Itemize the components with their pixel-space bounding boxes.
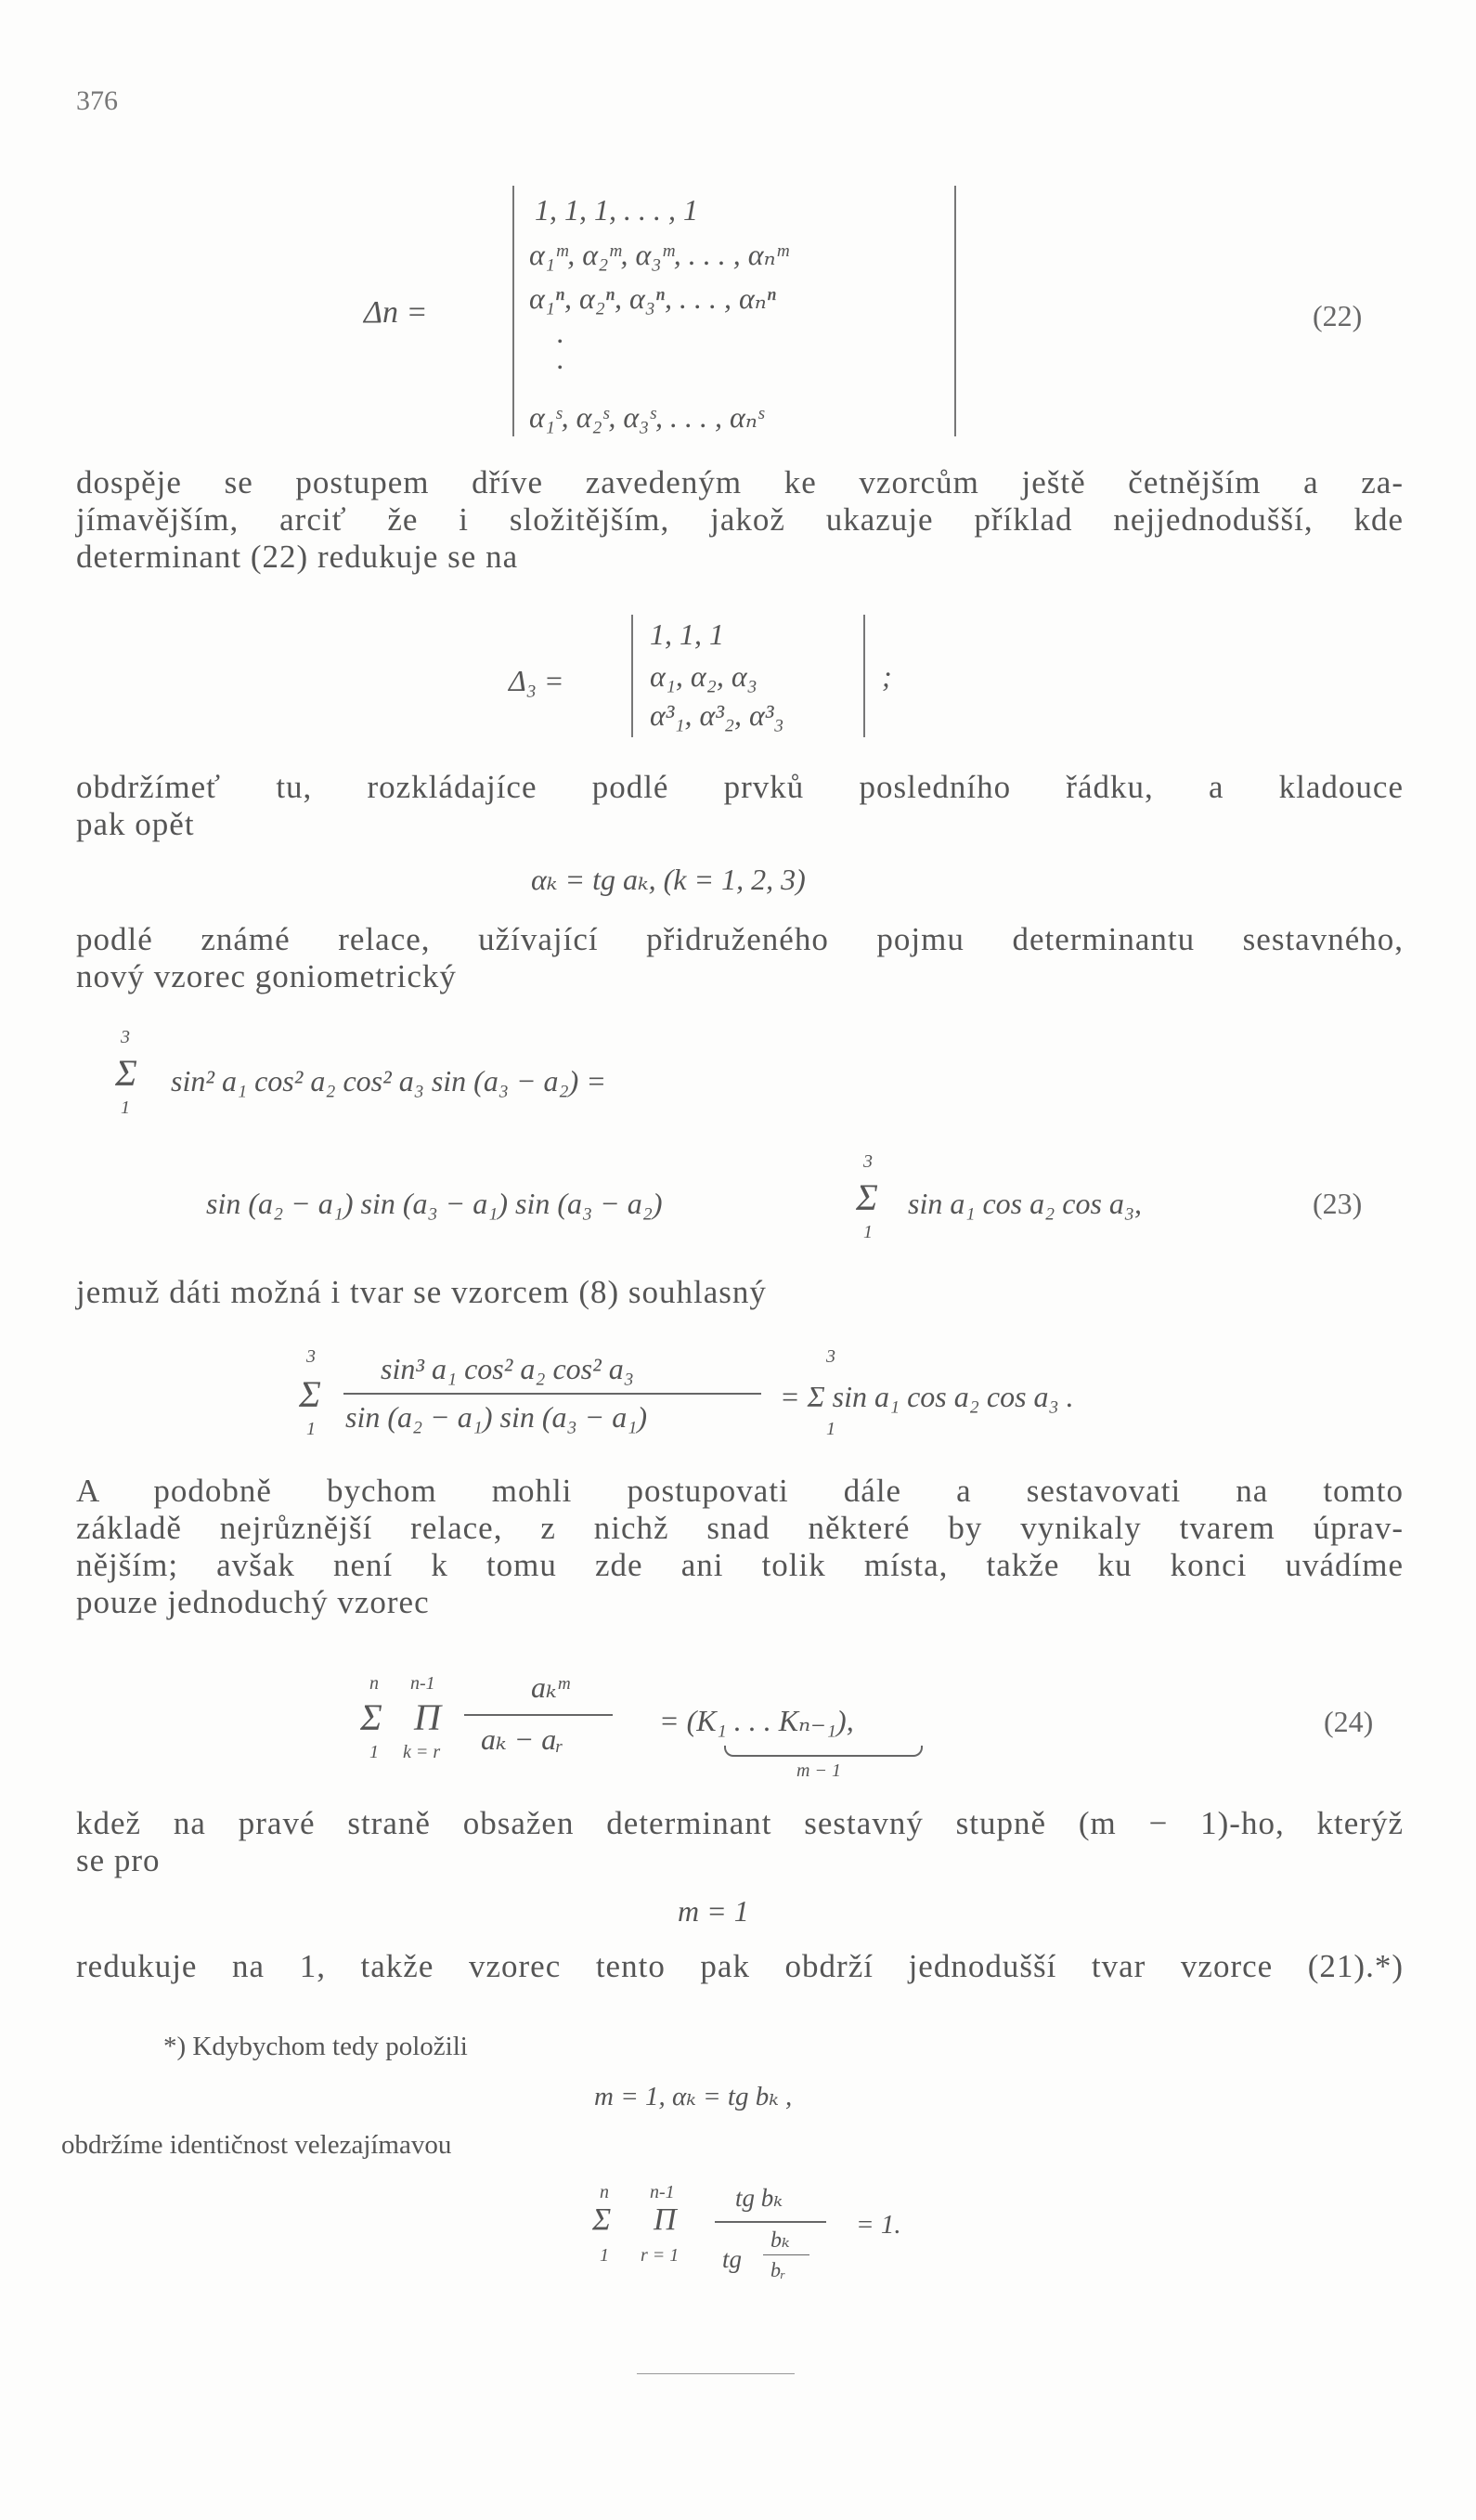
delta3-row-2: α₁, α₂, α₃	[650, 659, 757, 693]
determinant-left-bar	[512, 186, 514, 436]
equation-substitution: αₖ = tg aₖ, (k = 1, 2, 3)	[531, 863, 806, 896]
eq23-sum2-sigma: Σ	[856, 1176, 878, 1218]
eq8-denominator: sin (a₂ − a₁) sin (a₃ − a₁)	[345, 1400, 647, 1434]
paragraph-1	[76, 464, 1404, 576]
paragraph-2-line-1: obdržímeť tu, rozkládajíce podlé prvků posledního řádku, a kladouce	[76, 769, 1404, 805]
paragraph-5-line-4: pouze jednoduchý vzorec	[76, 1584, 430, 1620]
paragraph-7-line-1: redukuje na 1, takže vzorec tento pak obdrží jednodušší tvar vzorce (21).*)	[76, 1948, 1404, 1984]
eq8-sum1-bottom: 1	[306, 1419, 316, 1439]
eq23-number: (23)	[1313, 1187, 1363, 1220]
eq24-sum-bottom: 1	[369, 1742, 379, 1762]
eq23-sum1-top: 3	[121, 1027, 130, 1047]
paragraph-5	[76, 1473, 1404, 1621]
eq22-row-1: 1, 1, 1, . . . , 1	[535, 193, 698, 227]
footnote-prod-top: n-1	[650, 2182, 675, 2202]
eq8-sum1-sigma: Σ	[299, 1373, 321, 1415]
eq23-sum1-bottom: 1	[121, 1098, 130, 1118]
paragraph-6-line-1: kdež na pravé straně obsažen determinant sestavný stupně (m − 1)-ho, kterýž	[76, 1805, 1404, 1841]
paragraph-1-line-2: jímavějším, arciť že i složitějším, jakož ukazuje příklad nejjednodušší, kde	[76, 501, 1404, 538]
footnote-eq1: m = 1, αₖ = tg bₖ ,	[594, 2082, 793, 2111]
eq24-number: (24)	[1324, 1705, 1374, 1738]
eq23-sum2-top: 3	[863, 1151, 873, 1172]
delta3-row-1: 1, 1, 1	[650, 617, 724, 651]
eq23-sum2-bottom: 1	[863, 1222, 873, 1242]
delta3-right-bar	[863, 615, 865, 737]
paragraph-6-line-2: se pro	[76, 1842, 161, 1878]
eq22-number: (22)	[1313, 299, 1363, 332]
eq8-fraction-bar	[343, 1393, 761, 1395]
paragraph-5-line-3: nějším; avšak není k tomu zde ani tolik místa, takže ku konci uvádíme	[76, 1547, 1404, 1583]
eq24-fraction-bar	[464, 1714, 613, 1716]
footnote-fraction-bar	[715, 2221, 826, 2223]
end-rule	[637, 2373, 795, 2374]
paragraph-4	[76, 1274, 1404, 1311]
eq22-row-2: α₁ᵐ, α₂ᵐ, α₃ᵐ, . . . , αₙᵐ	[529, 238, 788, 271]
paragraph-1-line-3: determinant (22) redukuje se na	[76, 539, 519, 575]
delta3-row-3: α³₁, α³₂, α³₃	[650, 698, 784, 732]
footnote-numerator: tg bₖ	[735, 2184, 783, 2212]
eq24-pi: Π	[414, 1696, 441, 1738]
paragraph-4-line-1: jemuž dáti možná i tvar se vzorcem (8) souhlasný	[76, 1274, 767, 1310]
paragraph-6	[76, 1805, 1404, 1879]
eq23-line-2-lead: sin (a₂ − a₁) sin (a₃ − a₁) sin (a₃ − a₂)	[206, 1187, 663, 1220]
delta3-left-bar	[631, 615, 633, 737]
paragraph-1-line-1: dospěje se postupem dříve zavedeným ke vzorcům ještě četnějším a za-	[76, 464, 1404, 500]
eq22-row-dots-2: .	[557, 342, 564, 375]
footnote-den-num: bₖ	[770, 2228, 790, 2253]
eq8-sum2-top: 3	[826, 1346, 835, 1367]
determinant-right-bar	[954, 186, 956, 436]
eq23-line-1: sin² a₁ cos² a₂ cos² a₃ sin (a₃ − a₂) =	[171, 1064, 606, 1098]
paragraph-7	[76, 1948, 1404, 1985]
equation-m-equals-1: m = 1	[678, 1894, 749, 1928]
footnote-line-2: obdržíme identičnost velezajímavou	[61, 2130, 452, 2160]
footnote-sigma: Σ	[592, 2202, 612, 2237]
footnote-sum-bottom: 1	[600, 2245, 609, 2266]
footnote-intro: *) Kdybychom tedy položili	[163, 2032, 468, 2061]
paragraph-5-line-1: A podobně bychom mohli postupovati dále a sestavovati na tomto	[76, 1473, 1404, 1509]
paragraph-3	[76, 921, 1404, 995]
eq22-row-3: α₁ⁿ, α₂ⁿ, α₃ⁿ, . . . , αₙⁿ	[529, 281, 776, 315]
eq24-denominator: aₖ − aᵣ	[481, 1722, 564, 1756]
eq24-rhs: = (K₁ . . . Kₙ₋₁),	[659, 1704, 854, 1737]
footnote-den-tg: tg	[722, 2245, 743, 2273]
page-number: 376	[76, 85, 118, 116]
delta3-semicolon: ;	[882, 659, 892, 693]
eq8-sum1-top: 3	[306, 1346, 316, 1367]
eq22-row-last: α₁ˢ, α₂ˢ, α₃ˢ, . . . , αₙˢ	[529, 400, 764, 434]
eq24-prod-top: n-1	[410, 1673, 435, 1694]
paragraph-3-line-1: podlé známé relace, užívající přidruženého pojmu determinantu sestavného,	[76, 921, 1404, 957]
footnote-sum-top: n	[600, 2182, 609, 2202]
footnote-den-den: bᵣ	[770, 2258, 786, 2281]
footnote-pi: Π	[654, 2202, 677, 2237]
eq24-sigma: Σ	[360, 1696, 382, 1738]
paragraph-3-line-2: nový vzorec goniometrický	[76, 958, 457, 994]
paragraph-2-line-2: pak opět	[76, 806, 195, 842]
footnote-prod-bottom: r = 1	[641, 2245, 680, 2266]
eq22-row-dots-1: .	[557, 316, 564, 349]
eq24-underbrace	[724, 1746, 923, 1757]
eq24-numerator: aₖᵐ	[531, 1670, 570, 1704]
footnote-inner-bar	[763, 2254, 809, 2255]
eq8-numerator: sin³ a₁ cos² a₂ cos² a₃	[381, 1352, 634, 1385]
eq22-lhs: Δn =	[364, 295, 428, 330]
paragraph-2	[76, 769, 1404, 843]
eq24-prod-bottom: k = r	[403, 1742, 441, 1762]
footnote-rhs: = 1.	[856, 2210, 901, 2240]
eq24-underbrace-label: m − 1	[796, 1760, 841, 1781]
eq8-sum2-bottom: 1	[826, 1419, 835, 1439]
delta3-lhs: Δ₃ =	[509, 664, 564, 697]
paragraph-5-line-2: základě nejrůznější relace, z nichž snad některé by vynikaly tvarem úprav-	[76, 1510, 1404, 1546]
eq23-line-2-trail: sin a₁ cos a₂ cos a₃,	[908, 1187, 1143, 1220]
eq23-sum1-sigma: Σ	[115, 1052, 137, 1094]
eq24-sum-top: n	[369, 1673, 379, 1694]
eq8-rhs: = Σ sin a₁ cos a₂ cos a₃ .	[780, 1380, 1074, 1413]
